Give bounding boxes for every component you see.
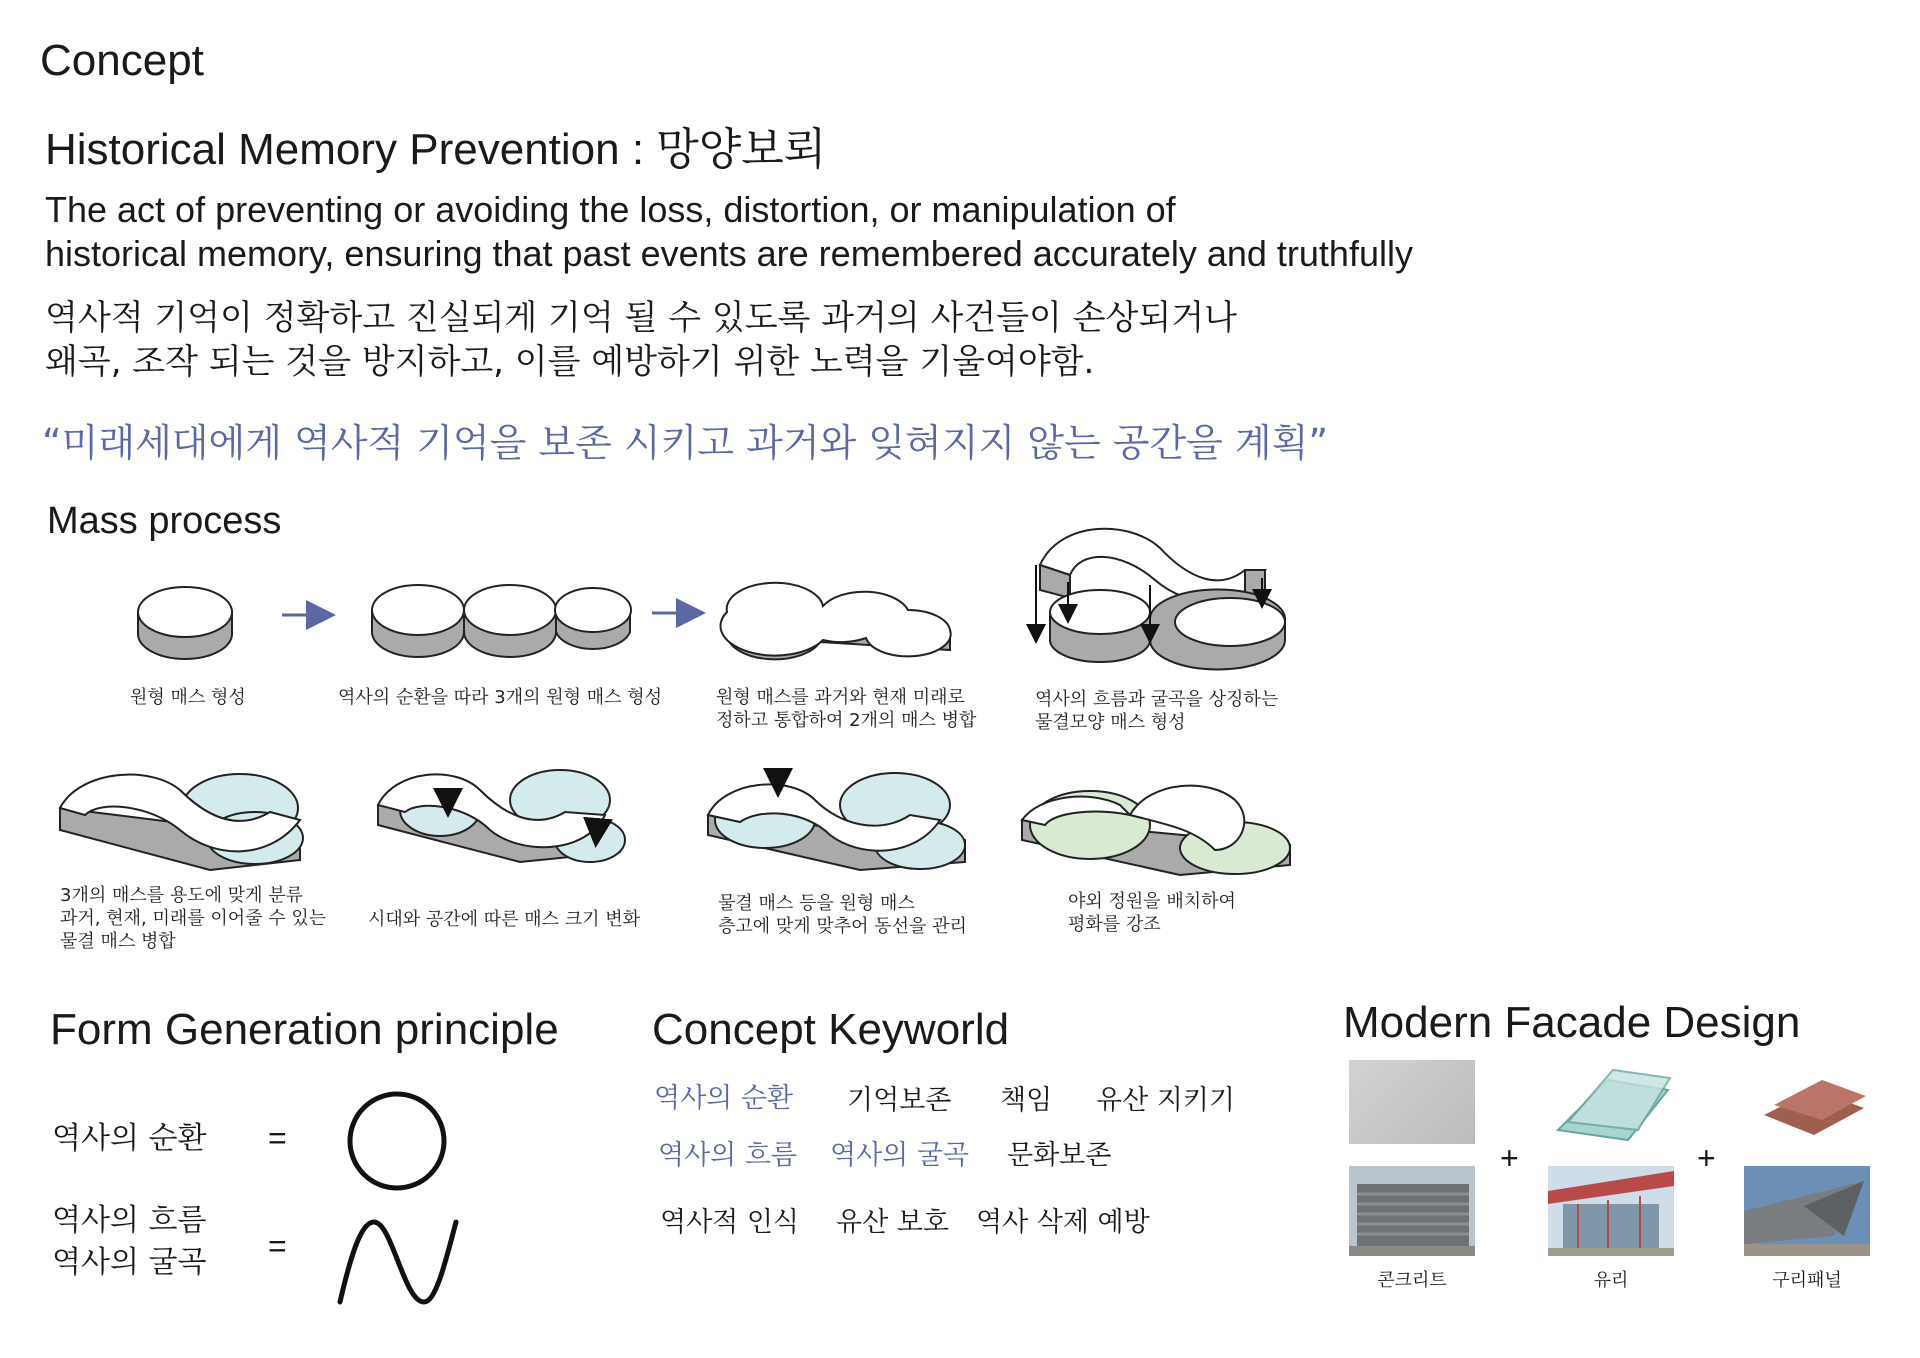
glass-sample-image [1548, 1060, 1674, 1144]
description-ko [45, 296, 1237, 384]
caption-line: 평화를 강조 [1068, 914, 1161, 935]
description-en-line: historical memory, ensuring that past events are remembered accurately and truthfully [45, 233, 1413, 274]
concrete-sample-image [1349, 1060, 1475, 1144]
keyword: 유산 보호 [836, 1207, 949, 1238]
mass-step-2-drawing [372, 585, 631, 657]
caption-line: 3개의 매스를 용도에 맞게 분류 [60, 885, 303, 906]
copper-building-photo [1744, 1166, 1870, 1256]
form-label-flow [52, 1200, 206, 1284]
mass-step-caption [718, 892, 967, 938]
wave-symbol-icon [332, 1210, 462, 1310]
caption-line: 원형 매스 형성 [130, 687, 246, 708]
caption-line: 시대와 공간에 따른 매스 크기 변화 [368, 909, 641, 930]
caption-line: 층고에 맞게 맞추어 동선을 관리 [718, 916, 967, 937]
caption-line: 물결 매스 등을 원형 매스 [718, 893, 915, 914]
keyword: 역사적 인식 [660, 1207, 799, 1238]
mass-step-1-drawing [138, 587, 232, 659]
caption-line: 역사의 순환을 따라 3개의 원형 매스 형성 [338, 687, 662, 708]
mass-step-caption [60, 884, 326, 953]
form-label-line: 역사의 굴곡 [52, 1245, 207, 1280]
caption-line: 물결 매스 병합 [60, 931, 176, 952]
mass-step-caption [338, 686, 662, 709]
keyword: 책임 [1000, 1085, 1053, 1116]
equals-sign: = [268, 1228, 287, 1264]
material-caption-copper: 구리패널 [1772, 1270, 1842, 1291]
caption-line: 역사의 흐름과 굴곡을 상징하는 [1035, 689, 1279, 710]
keyword: 역사의 굴곡 [830, 1140, 969, 1171]
keyword: 역사 삭제 예방 [976, 1207, 1150, 1238]
form-generation-heading: Form Generation principle [50, 1005, 559, 1054]
mass-step-5-drawing [60, 774, 303, 870]
copper-sample-image [1744, 1060, 1870, 1144]
mass-step-caption [130, 686, 246, 709]
material-caption-concrete: 콘크리트 [1377, 1270, 1447, 1291]
mass-step-8-drawing [1022, 786, 1290, 875]
caption-line: 정하고 통합하여 2개의 매스 병합 [716, 710, 977, 731]
keyword: 역사의 순환 [654, 1083, 793, 1114]
description-ko-line: 왜곡, 조작 되는 것을 방지하고, 이를 예방하기 위한 노력을 기울여야함. [45, 342, 1095, 382]
form-label-circulation [52, 1118, 206, 1160]
keyword: 역사의 흐름 [658, 1140, 797, 1171]
form-label-line: 역사의 흐름 [52, 1203, 207, 1238]
equals-sign: = [268, 1120, 287, 1156]
mass-step-6-drawing [378, 770, 625, 862]
material-caption-glass: 유리 [1593, 1270, 1629, 1291]
concept-quote: “미래세대에게 역사적 기억을 보존 시키고 과거와 잊혀지지 않는 공간을 계획” [42, 421, 1329, 465]
mass-step-caption [716, 686, 976, 732]
caption-line: 야외 정원을 배치하여 [1068, 891, 1236, 912]
concrete-building-photo [1349, 1166, 1475, 1256]
glass-building-photo [1548, 1166, 1674, 1256]
description-en [45, 188, 1413, 276]
description-en-line: The act of preventing or avoiding the loss, distortion, or manipulation of [45, 189, 1176, 230]
plus-sign: + [1697, 1140, 1716, 1176]
concept-title: Historical Memory Prevention : 망양보뢰 [45, 125, 827, 174]
page-heading: Concept [40, 36, 204, 85]
keyword: 문화보존 [1007, 1140, 1112, 1171]
keyword: 유산 지키기 [1096, 1085, 1235, 1116]
mass-process-heading: Mass process [47, 500, 282, 542]
caption-line: 과거, 현재, 미래를 이어줄 수 있는 [60, 908, 327, 929]
concept-keyword-heading: Concept Keyworld [652, 1005, 1010, 1054]
facade-heading: Modern Facade Design [1343, 998, 1801, 1047]
keyword: 기억보존 [847, 1085, 952, 1116]
circle-symbol-icon [342, 1086, 452, 1196]
plus-sign: + [1500, 1140, 1519, 1176]
mass-step-3-drawing [720, 583, 950, 660]
caption-line: 원형 매스를 과거와 현재 미래로 [716, 687, 965, 708]
mass-step-4-drawing [1036, 529, 1285, 670]
mass-step-caption [1035, 688, 1278, 734]
mass-step-caption [368, 908, 640, 931]
caption-line: 물결모양 매스 형성 [1035, 712, 1186, 733]
description-ko-line: 역사적 기억이 정확하고 진실되게 기억 될 수 있도록 과거의 사건들이 손상되거나 [45, 298, 1237, 338]
mass-step-7-drawing [708, 770, 965, 870]
mass-step-caption [1068, 890, 1236, 936]
form-label-line: 역사의 순환 [52, 1121, 207, 1156]
